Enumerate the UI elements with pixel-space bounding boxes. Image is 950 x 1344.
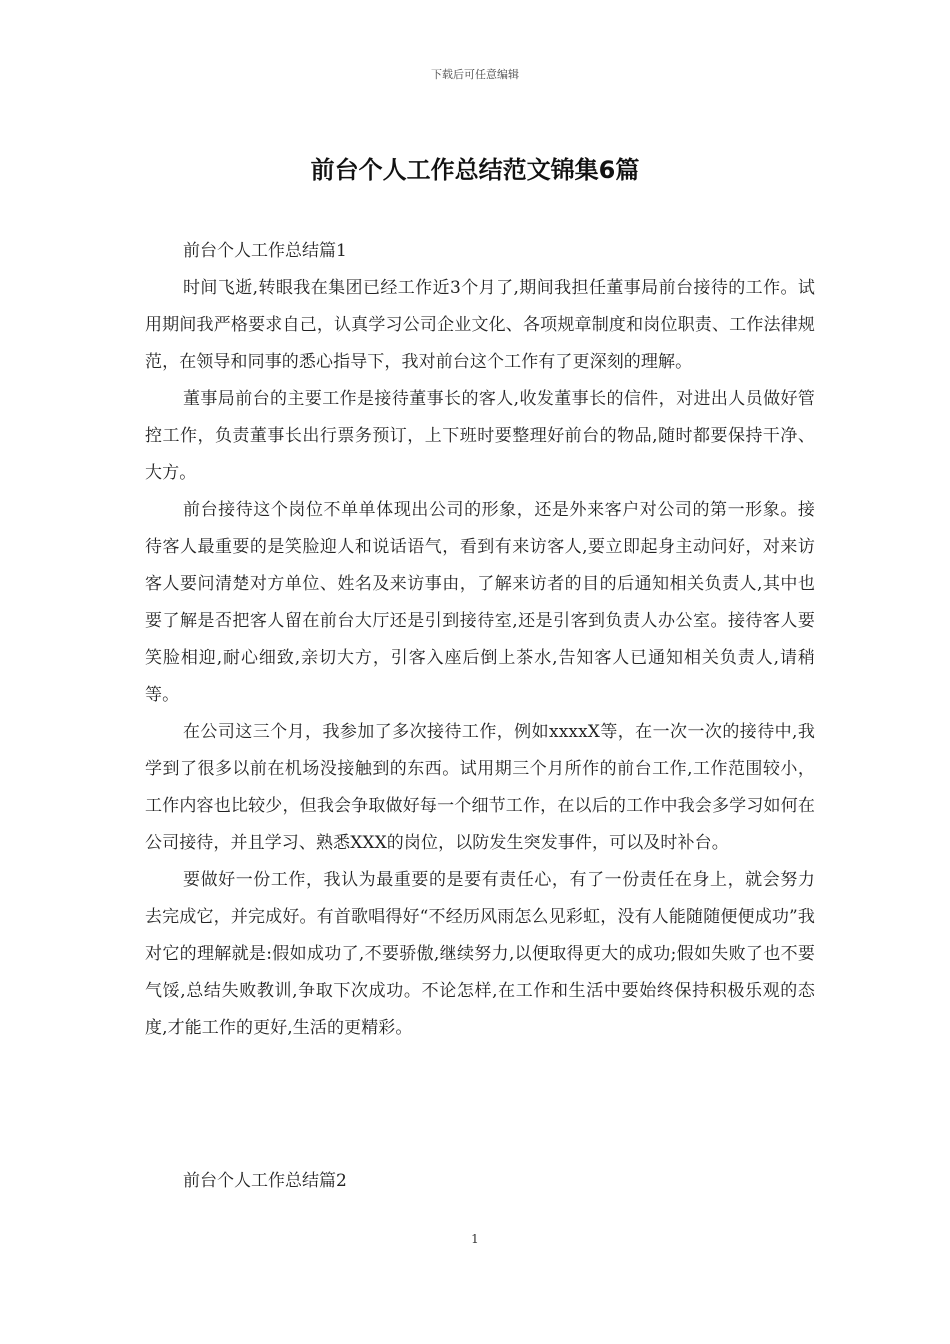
paragraph-3: 前台接待这个岗位不单单体现出公司的形象，还是外来客户对公司的第一形象。接待客人最重要的是笑脸迎人和说话语气，看到有来访客人,要立即起身主动问好，对来访客人要问清楚对方单位、姓名及来访事由，了解来访者的目的后通知相关负责人,其中也要了解是否把客人留在前台大厅还是引到接待室,还是引客到负责人办公室。接待客人要笑脸相迎,耐心细致,亲切大方，引客入座后倒上茶水,告知客人已通知相关负责人,请稍等。	[145, 500, 815, 705]
page-number: 1	[471, 1232, 479, 1246]
section-heading-1: 前台个人工作总结篇1	[183, 241, 347, 261]
paragraph-2: 董事局前台的主要工作是接待董事长的客人,收发董事长的信件，对进出人员做好管控工作，负责董事长出行票务预订，上下班时要整理好前台的物品,随时都要保持干净、大方。	[145, 389, 815, 483]
paragraph-5: 要做好一份工作，我认为最重要的是要有责任心，有了一份责任在身上，就会努力去完成它，并完成好。有首歌唱得好“不经历风雨怎么见彩虹，没有人能随随便便成功”我对它的理解就是:假如成功了,不要骄傲,继续努力,以便取得更大的成功;假如失败了也不要气馁,总结失败教训,争取下次成功。不论怎样,在工作和生活中要始终保持积极乐观的态度,才能工作的更好,生活的更精彩。	[145, 870, 815, 1038]
paragraph-4: 在公司这三个月，我参加了多次接待工作，例如xxxxX等，在一次一次的接待中,我学到了很多以前在机场没接触到的东西。试用期三个月所作的前台工作,工作范围较小，工作内容也比较少，但我会争取做好每一个细节工作，在以后的工作中我会多学习如何在公司接待，并且学习、熟悉XXX的岗位，以防发生突发事件，可以及时补台。	[145, 722, 815, 853]
paragraph-1: 时间飞逝,转眼我在集团已经工作近3个月了,期间我担任董事局前台接待的工作。试用期间我严格要求自己，认真学习公司企业文化、各项规章制度和岗位职责、工作法律规范，在领导和同事的悉心指导下，我对前台这个工作有了更深刻的理解。	[145, 278, 815, 372]
section-heading-2: 前台个人工作总结篇2	[183, 1171, 347, 1191]
document-title: 前台个人工作总结范文锦集6篇	[310, 156, 640, 184]
document-body	[145, 232, 815, 1047]
header-note: 下载后可任意编辑	[431, 68, 519, 81]
